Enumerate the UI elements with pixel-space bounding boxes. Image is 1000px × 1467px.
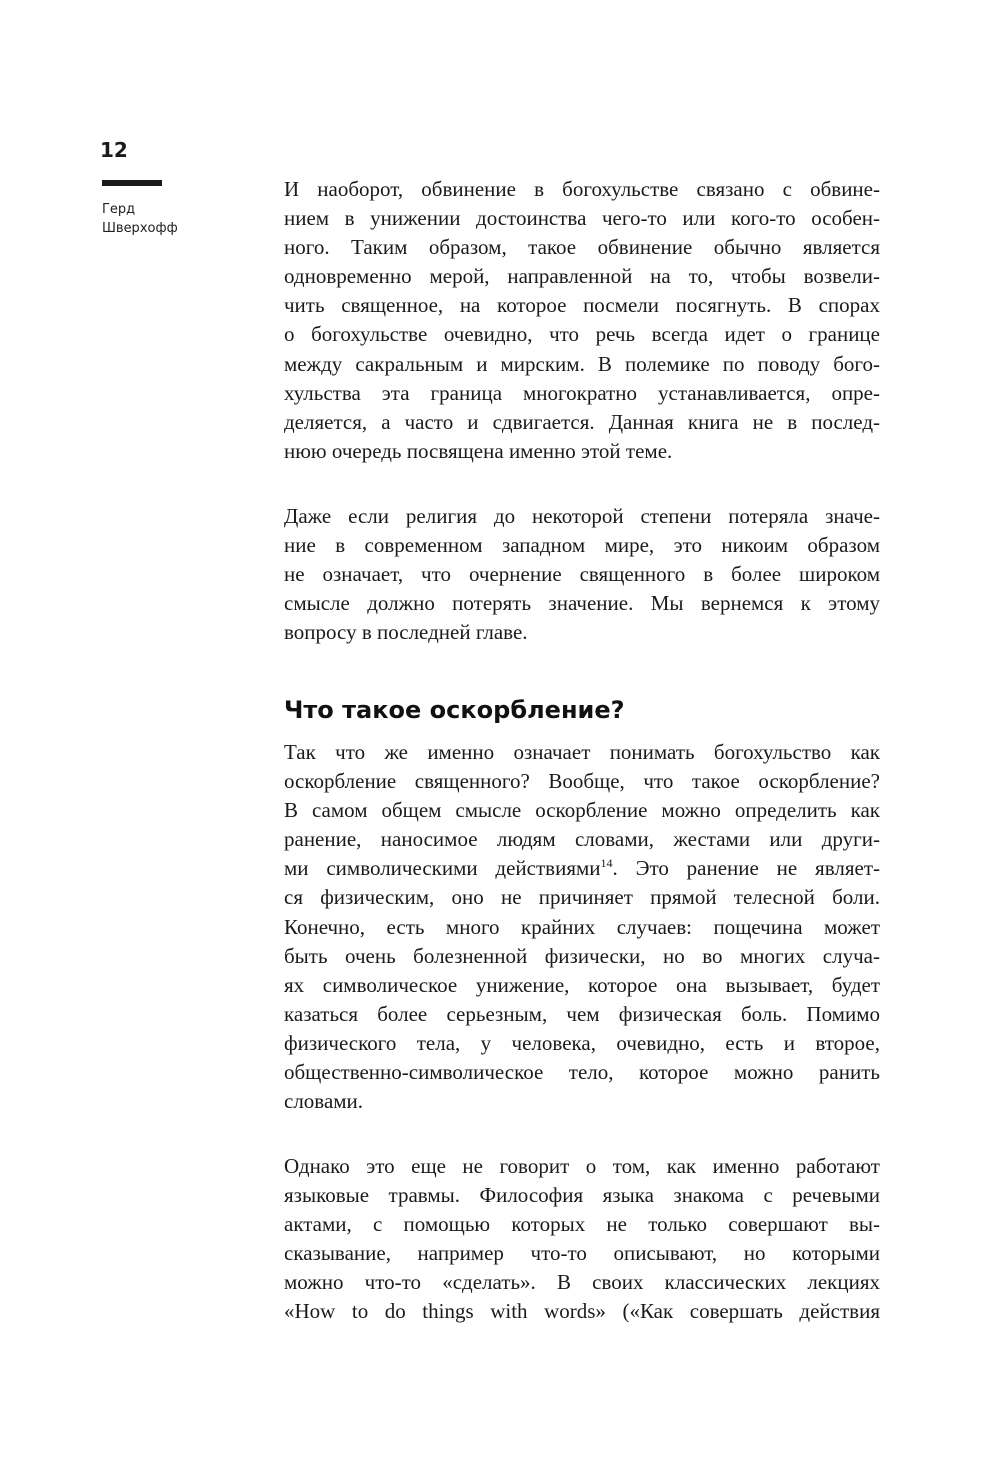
line-text: . Это ранение не являет-: [612, 856, 880, 881]
text-line: о богохульстве очевидно, что речь всегда идет о границе: [284, 322, 880, 347]
page-number: 12: [100, 138, 128, 162]
text-line: актами, с помощью которых не только совершают вы-: [284, 1212, 880, 1237]
text-line: не означает, что очернение священного в более широком: [284, 562, 880, 587]
text-line: сказывание, например что-то описывают, но которыми: [284, 1241, 880, 1266]
paragraph-4: [284, 1152, 880, 1327]
text-line: чить священное, на которое посмели посягнуть. В спорах: [284, 293, 880, 318]
paragraph-1: [284, 175, 880, 466]
text-line: смысле должно потерять значение. Мы вернемся к этому: [284, 591, 880, 616]
paragraph-3: [284, 738, 880, 1116]
text-line: «How to do things with words» («Как совершать действия: [284, 1299, 880, 1324]
text-line: ного. Таким образом, такое обвинение обычно является: [284, 235, 880, 260]
text-line: нием в унижении достоинства чего-то или кого-то особен-: [284, 206, 880, 231]
text-line: [284, 854, 880, 883]
text-line: языковые травмы. Философия языка знакома с речевыми: [284, 1183, 880, 1208]
text-line: Однако это еще не говорит о том, как именно работают: [284, 1154, 880, 1178]
text-line: ранение, наносимое людям словами, жестами или други-: [284, 827, 880, 852]
text-line: нюю очередь посвящена именно этой теме.: [284, 438, 673, 463]
section-heading: Что такое оскорбление?: [284, 696, 625, 724]
text-line: между сакральным и мирским. В полемике по поводу бого-: [284, 351, 880, 376]
author-last-name: Шверхофф: [102, 221, 178, 236]
header-rule: [102, 180, 162, 186]
text-line: Даже если религия до некоторой степени потеряла значе-: [284, 504, 880, 528]
text-line: одновременно мерой, направленной на то, чтобы возвели-: [284, 264, 880, 289]
footnote-ref[interactable]: 14: [600, 856, 613, 871]
text-line: казаться более серьезным, чем физическая боль. Помимо: [284, 1001, 880, 1026]
text-line: вопросу в последней главе.: [284, 620, 528, 645]
text-line: Так что же именно означает понимать богохульство как: [284, 740, 880, 764]
text-line: оскорбление священного? Вообще, что такое оскорбление?: [284, 769, 880, 794]
running-author: [102, 200, 178, 238]
line-text: ми символическими действиями: [284, 856, 601, 881]
text-line: словами.: [284, 1089, 364, 1114]
text-line: деляется, а часто и сдвигается. Данная книга не в послед-: [284, 409, 880, 434]
text-line: общественно-символическое тело, которое можно ранить: [284, 1060, 880, 1085]
text-line: ся физическим, оно не причиняет прямой телесной боли.: [284, 885, 880, 910]
text-line: можно что-то «сделать». В своих классических лекциях: [284, 1270, 880, 1295]
text-line: В самом общем смысле оскорбление можно определить как: [284, 798, 880, 823]
text-line: ях символическое унижение, которое она вызывает, будет: [284, 972, 880, 997]
author-first-name: Герд: [102, 202, 136, 217]
text-line: хульства эта граница многократно устанавливается, опре-: [284, 380, 880, 405]
paragraph-2: [284, 502, 880, 647]
text-line: И наоборот, обвинение в богохульстве связано с обвине-: [284, 177, 880, 201]
text-line: быть очень болезненной физически, но во многих случа-: [284, 943, 880, 968]
text-line: Конечно, есть много крайних случаев: пощечина может: [284, 914, 880, 939]
text-line: физического тела, у человека, очевидно, есть и второе,: [284, 1030, 880, 1055]
text-line: ние в современном западном мире, это никоим образом: [284, 533, 880, 558]
